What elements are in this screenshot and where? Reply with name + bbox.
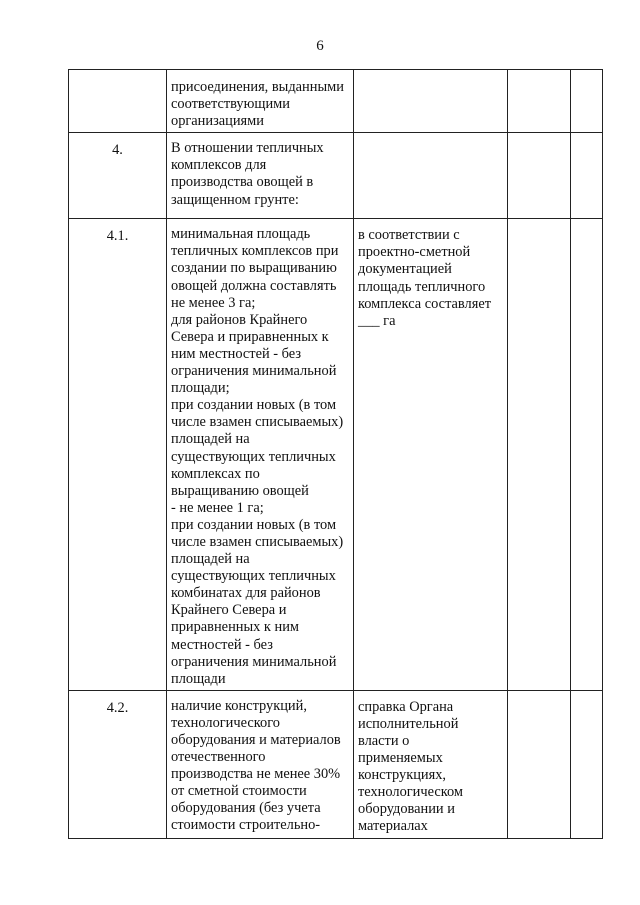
document-cell [354, 133, 508, 219]
empty-cell [508, 219, 571, 691]
requirement-text: минимальная площадь тепличных комплексов при создании по выращиванию овощей должна составлять не менее 3 га; для районов Крайнего Севера и приравненных к ним местностей - без ограничения минимальной площади; при создании новых (в том числе взамен списываемых) площадей на существующих тепличных комплексах по выращиванию овощей - не менее 1 га; при создании новых (в том числе взамен списываемых) площадей на существующих тепличных комбинатах для районов Крайнего Севера и приравненных к ним местностей - без ограничения минимальной площади [171, 226, 344, 687]
document-cell [354, 70, 508, 133]
empty-cell [571, 133, 603, 219]
document-text [354, 133, 507, 143]
row-number: 4.2. [106, 699, 129, 716]
table-row [69, 219, 603, 691]
requirement-text: В отношении тепличных комплексов для производства овощей в защищенном грунте: [171, 140, 324, 208]
empty-cell [508, 690, 571, 838]
row-number-cell [69, 690, 167, 838]
row-number-cell [69, 70, 167, 133]
empty-cell [508, 70, 571, 133]
document-text: справка Органа исполнительной власти о применяемых конструкциях, технологическом оборудовании и материалах [358, 698, 464, 835]
empty-cell [508, 133, 571, 219]
requirement-cell [167, 690, 354, 838]
empty-cell [571, 70, 603, 133]
empty-cell [571, 219, 603, 691]
document-cell [354, 219, 508, 691]
table-row [69, 133, 603, 219]
document-text [354, 70, 507, 80]
requirement-cell [167, 133, 354, 219]
table-row [69, 70, 603, 133]
document-text: в соответствии с проектно-сметной документацией площадь тепличного комплекса составляет ___ га [358, 227, 492, 329]
requirement-cell [167, 219, 354, 691]
row-number: 4.1. [106, 228, 129, 245]
row-number-cell [69, 219, 167, 691]
page-number: 6 [316, 38, 324, 54]
row-number: 4. [112, 142, 123, 159]
row-number-cell [69, 133, 167, 219]
empty-cell [571, 690, 603, 838]
table-row [69, 690, 603, 838]
row-number [69, 70, 166, 79]
requirement-text: присоединения, выданными соответствующими организациями [171, 79, 344, 130]
requirement-cell [167, 70, 354, 133]
document-cell [354, 690, 508, 838]
requirement-text: наличие конструкций, технологического оборудования и материалов отечественного производства не менее 30% от сметной стоимости оборудования (без учета стоимости строительно- [171, 697, 341, 834]
requirements-table [68, 69, 603, 839]
